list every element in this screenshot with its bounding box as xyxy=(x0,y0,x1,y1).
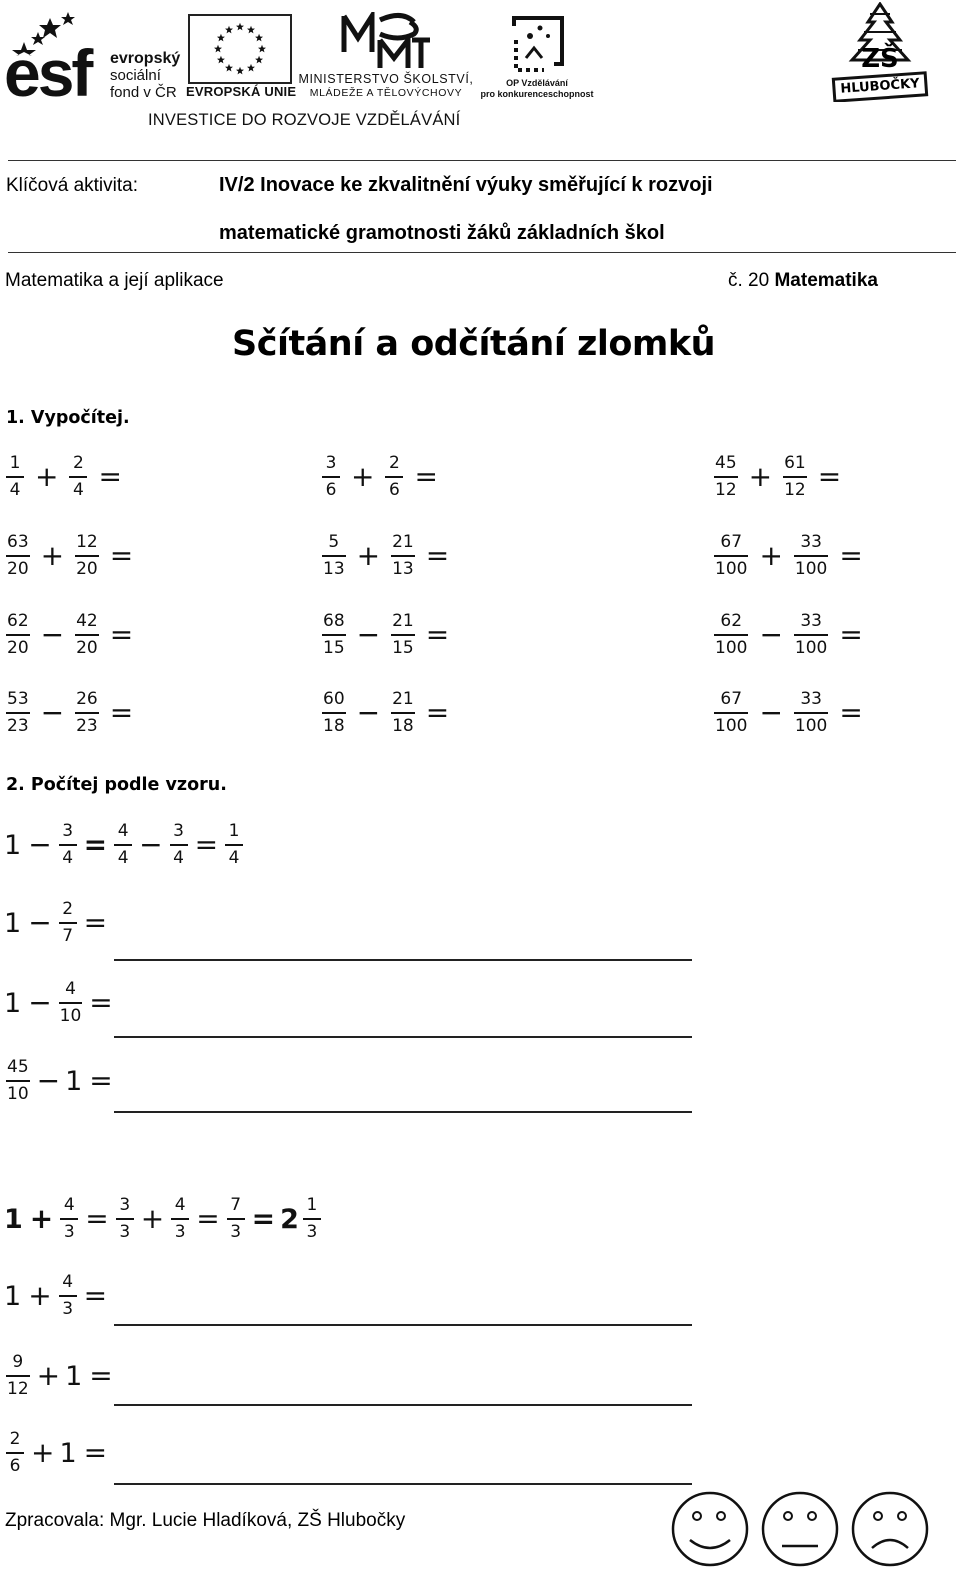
exercise xyxy=(320,454,447,500)
numerator: 4 xyxy=(62,1272,74,1292)
esf-caption-line: fond v ČR xyxy=(110,84,177,101)
numerator: 45 xyxy=(715,453,737,473)
fraction-bar xyxy=(75,634,99,636)
fraction-bar xyxy=(794,555,828,557)
math-operator: − xyxy=(356,696,381,729)
denominator: 12 xyxy=(7,1379,29,1399)
page-title: Sčítání a odčítání zlomků xyxy=(232,324,716,364)
numerator: 1 xyxy=(9,453,21,473)
whole-number: 1 xyxy=(4,829,22,861)
fraction xyxy=(391,690,415,736)
numerator: 26 xyxy=(76,689,98,709)
math-operator: = xyxy=(839,539,863,572)
numerator: 3 xyxy=(62,821,74,841)
denominator: 20 xyxy=(76,638,98,658)
math-operator: = xyxy=(83,828,108,861)
fraction xyxy=(6,1353,30,1399)
op-logo xyxy=(478,12,596,102)
eu-star xyxy=(247,26,255,34)
sheet-number-prefix: č. 20 xyxy=(728,270,770,291)
fraction xyxy=(303,1196,321,1242)
school-letters: ZŠ xyxy=(861,44,899,74)
eu-star xyxy=(225,64,233,72)
fraction-bar xyxy=(6,712,30,714)
exercise xyxy=(712,533,872,579)
denominator: 18 xyxy=(323,716,345,736)
answer-line[interactable] xyxy=(114,1404,692,1406)
divider xyxy=(8,160,956,161)
denominator: 23 xyxy=(7,716,29,736)
investice-slogan: INVESTICE DO ROZVOJE VZDĚLÁVÁNÍ xyxy=(148,111,461,129)
numerator: 21 xyxy=(392,532,414,552)
math-operator: = xyxy=(196,1202,220,1235)
eu-caption: EVROPSKÁ UNIE xyxy=(186,84,297,99)
esf-caption xyxy=(110,50,180,101)
numerator: 12 xyxy=(76,532,98,552)
math-operator: = xyxy=(194,828,219,861)
fraction xyxy=(714,454,738,500)
math-operator: = xyxy=(89,1359,113,1392)
math-operator: = xyxy=(414,460,438,493)
denominator: 4 xyxy=(117,848,129,868)
fraction-bar xyxy=(6,1452,24,1454)
sheet-number-subject: Matematika xyxy=(774,270,878,291)
math-operator: = xyxy=(98,460,122,493)
fraction xyxy=(116,1196,134,1242)
exercise xyxy=(712,690,872,736)
numerator: 3 xyxy=(173,821,184,841)
math-operator: = xyxy=(425,539,450,572)
math-operator: − xyxy=(759,618,783,651)
fraction xyxy=(714,612,748,658)
exercise xyxy=(320,690,458,736)
fraction-bar xyxy=(6,634,30,636)
denominator: 15 xyxy=(392,638,414,658)
worked-example xyxy=(4,822,245,868)
numerator: 21 xyxy=(392,611,414,631)
numerator: 21 xyxy=(392,689,414,709)
msmt-caption-line: MINISTERSTVO ŠKOLSTVÍ, xyxy=(298,72,474,86)
fraction xyxy=(794,690,828,736)
esf-wordmark: esf xyxy=(4,36,91,110)
denominator: 10 xyxy=(59,1006,82,1026)
numerator: 61 xyxy=(784,453,806,473)
fraction-bar xyxy=(794,634,828,636)
numerator: 62 xyxy=(720,611,743,631)
numerator: 3 xyxy=(119,1195,131,1215)
fraction-bar xyxy=(59,1002,83,1004)
numerator: 2 xyxy=(9,1429,21,1449)
fraction xyxy=(227,1196,245,1242)
fraction xyxy=(322,612,346,658)
fraction-bar xyxy=(322,712,346,714)
sad-face-icon[interactable] xyxy=(850,1490,930,1568)
denominator: 100 xyxy=(715,559,748,579)
exercise xyxy=(4,900,112,946)
math-operator: + xyxy=(351,460,375,493)
exercise xyxy=(712,612,872,658)
fraction-bar xyxy=(6,476,24,478)
denominator: 6 xyxy=(389,480,400,500)
msmt-logo xyxy=(296,12,476,102)
fraction-bar xyxy=(714,555,748,557)
fraction xyxy=(114,822,132,868)
numerator: 67 xyxy=(720,532,743,552)
activity-line2: matematické gramotnosti žáků základních škol xyxy=(219,222,665,244)
activity-label: Klíčová aktivita: xyxy=(6,175,138,196)
eu-flag xyxy=(188,14,292,84)
math-operator: − xyxy=(356,618,381,651)
task1-heading: 1. Vypočítej. xyxy=(6,408,130,428)
exercise xyxy=(320,533,458,579)
denominator: 3 xyxy=(62,1299,74,1319)
denominator: 23 xyxy=(76,716,98,736)
exercise xyxy=(4,533,142,579)
answer-line[interactable] xyxy=(114,959,692,961)
numerator: 3 xyxy=(325,453,337,473)
fraction-bar xyxy=(60,1218,78,1220)
math-operator: − xyxy=(40,696,65,729)
fraction xyxy=(391,533,415,579)
math-operator: = xyxy=(89,986,113,1019)
math-operator: + xyxy=(748,460,773,493)
denominator: 4 xyxy=(9,480,21,500)
math-operator: = xyxy=(85,1202,109,1235)
numerator: 4 xyxy=(63,1195,75,1215)
fraction xyxy=(59,1273,77,1319)
fraction-bar xyxy=(6,1375,30,1377)
fraction-bar xyxy=(794,712,828,714)
numerator: 2 xyxy=(389,453,400,473)
denominator: 13 xyxy=(323,559,345,579)
fraction-bar xyxy=(116,1218,134,1220)
fraction xyxy=(6,612,30,658)
fraction-bar xyxy=(391,555,415,557)
denominator: 7 xyxy=(62,926,74,946)
denominator: 13 xyxy=(392,559,414,579)
fraction-bar xyxy=(69,476,87,478)
numerator: 53 xyxy=(7,689,29,709)
numerator: 4 xyxy=(117,821,129,841)
fraction-bar xyxy=(75,555,99,557)
math-operator: = xyxy=(109,539,134,572)
fraction-bar xyxy=(391,712,415,714)
fraction-bar xyxy=(75,712,99,714)
fraction-bar xyxy=(171,1218,189,1220)
math-operator: − xyxy=(28,906,52,939)
fraction xyxy=(59,900,77,946)
fraction-bar xyxy=(714,712,748,714)
op-caption-line: OP Vzdělávání xyxy=(506,78,568,88)
math-operator: = xyxy=(839,696,863,729)
fraction xyxy=(75,690,99,736)
denominator: 18 xyxy=(392,716,414,736)
eu-star xyxy=(225,26,233,34)
worked-example xyxy=(4,1196,323,1242)
fraction xyxy=(6,533,30,579)
eu-star xyxy=(217,56,225,64)
divider xyxy=(8,252,956,253)
math-operator: − xyxy=(40,618,65,651)
math-operator: = xyxy=(83,906,108,939)
exercise xyxy=(712,454,850,500)
exercise xyxy=(4,1273,112,1319)
eu-star xyxy=(247,64,255,72)
math-operator: = xyxy=(83,1279,108,1312)
numerator: 33 xyxy=(800,689,822,709)
fraction xyxy=(75,612,99,658)
math-operator: = xyxy=(109,696,134,729)
fraction xyxy=(714,533,748,579)
fraction xyxy=(60,1196,78,1242)
esf-caption-line: sociální xyxy=(110,67,161,84)
math-operator: + xyxy=(29,1202,54,1235)
fraction-bar xyxy=(303,1218,321,1220)
numerator: 62 xyxy=(7,611,29,631)
fraction xyxy=(59,822,77,868)
fraction-bar xyxy=(714,476,738,478)
math-operator: = xyxy=(109,618,134,651)
task2-heading: 2. Počítej podle vzoru. xyxy=(6,775,227,795)
msmt-emblem-icon xyxy=(340,12,430,70)
op-caption xyxy=(478,78,596,100)
math-operator: = xyxy=(251,1202,276,1235)
happy-face-icon[interactable] xyxy=(670,1490,750,1568)
fraction-bar xyxy=(322,555,346,557)
fraction-bar xyxy=(322,634,346,636)
fraction-bar xyxy=(391,634,415,636)
eu-logo xyxy=(186,14,297,102)
numerator: 1 xyxy=(306,1195,318,1215)
math-operator: = xyxy=(83,1436,108,1469)
denominator: 3 xyxy=(63,1222,75,1242)
denominator: 20 xyxy=(76,559,98,579)
fraction-bar xyxy=(59,844,77,846)
whole-number: 1 xyxy=(4,1203,23,1235)
fraction xyxy=(6,454,24,500)
answer-line[interactable] xyxy=(114,1111,692,1113)
math-operator: + xyxy=(356,539,381,572)
fraction-bar xyxy=(6,1080,30,1082)
denominator: 3 xyxy=(174,1222,186,1242)
numerator: 5 xyxy=(328,532,340,552)
exercise xyxy=(4,980,118,1026)
school-name: HLUBOČKY xyxy=(839,76,921,97)
fraction-bar xyxy=(59,922,77,924)
numerator: 42 xyxy=(76,611,98,631)
math-operator: + xyxy=(140,1202,165,1235)
school-logo xyxy=(830,2,930,102)
numerator: 4 xyxy=(65,979,76,999)
fraction xyxy=(69,454,87,500)
fraction xyxy=(714,690,748,736)
fraction-bar xyxy=(783,476,807,478)
author-credit: Zpracovala: Mgr. Lucie Hladíková, ZŠ Hlubočky xyxy=(5,1510,406,1531)
math-operator: − xyxy=(759,696,783,729)
denominator: 4 xyxy=(228,848,240,868)
fraction xyxy=(170,822,188,868)
op-emblem-icon xyxy=(504,12,570,78)
numerator: 7 xyxy=(230,1195,242,1215)
denominator: 4 xyxy=(73,480,84,500)
activity-line1: IV/2 Inovace ke zkvalitnění výuky směřující k rozvoji xyxy=(219,174,713,196)
fraction-bar xyxy=(322,476,340,478)
msmt-caption-line: MLÁDEŽE A TĚLOVÝCHOVY xyxy=(309,87,463,99)
numerator: 4 xyxy=(174,1195,186,1215)
whole-number: 1 xyxy=(59,1437,77,1469)
numerator: 45 xyxy=(7,1057,29,1077)
math-operator: = xyxy=(817,460,842,493)
fraction xyxy=(6,1058,30,1104)
exercise xyxy=(320,612,458,658)
whole-number: 1 xyxy=(4,1280,22,1312)
denominator: 4 xyxy=(173,848,184,868)
exercise xyxy=(4,1058,118,1104)
math-operator: + xyxy=(40,539,65,572)
math-operator: − xyxy=(36,1064,61,1097)
exercise xyxy=(4,690,142,736)
fraction xyxy=(783,454,807,500)
exercise xyxy=(4,1353,118,1399)
numerator: 2 xyxy=(62,899,74,919)
denominator: 6 xyxy=(325,480,337,500)
denominator: 4 xyxy=(62,848,74,868)
whole-number: 1 xyxy=(4,987,22,1019)
eu-star xyxy=(236,23,244,31)
answer-line[interactable] xyxy=(114,1036,692,1038)
numerator: 67 xyxy=(720,689,743,709)
eu-star xyxy=(236,67,244,75)
denominator: 100 xyxy=(794,716,828,736)
math-operator: = xyxy=(425,696,450,729)
denominator: 12 xyxy=(784,480,806,500)
math-operator: = xyxy=(89,1064,113,1097)
fraction xyxy=(794,612,828,658)
answer-line[interactable] xyxy=(114,1324,692,1326)
math-operator: + xyxy=(35,460,59,493)
fraction xyxy=(322,690,346,736)
math-operator: + xyxy=(759,539,783,572)
numerator: 1 xyxy=(228,821,240,841)
whole-number: 1 xyxy=(65,1065,83,1097)
denominator: 100 xyxy=(794,559,828,579)
math-operator: − xyxy=(139,828,163,861)
fraction xyxy=(391,612,415,658)
esf-caption-line: evropský xyxy=(110,50,181,67)
eu-star xyxy=(255,56,263,64)
fraction xyxy=(75,533,99,579)
math-operator: = xyxy=(839,618,863,651)
fraction xyxy=(59,980,83,1026)
fraction xyxy=(385,454,403,500)
subject-label: Matematika a její aplikace xyxy=(5,270,224,291)
whole-number: 1 xyxy=(4,907,22,939)
denominator: 100 xyxy=(794,638,828,658)
fraction-bar xyxy=(170,844,188,846)
math-operator: − xyxy=(28,828,52,861)
fraction xyxy=(794,533,828,579)
fraction xyxy=(225,822,243,868)
msmt-caption xyxy=(296,72,476,100)
op-caption-line: pro konkurenceschopnost xyxy=(480,89,594,99)
eu-star xyxy=(258,45,266,53)
numerator: 63 xyxy=(7,532,29,552)
esf-logo xyxy=(4,12,184,110)
math-operator: − xyxy=(28,986,52,1019)
fraction xyxy=(6,1430,24,1476)
whole-number: 1 xyxy=(65,1360,83,1392)
fraction-bar xyxy=(59,1295,77,1297)
eu-star xyxy=(214,45,222,53)
numerator: 33 xyxy=(800,611,822,631)
denominator: 100 xyxy=(715,638,748,658)
math-operator: + xyxy=(31,1436,55,1469)
denominator: 100 xyxy=(715,716,748,736)
numerator: 2 xyxy=(73,453,84,473)
denominator: 10 xyxy=(7,1084,29,1104)
numerator: 60 xyxy=(323,689,345,709)
fraction-bar xyxy=(6,555,30,557)
denominator: 12 xyxy=(715,480,737,500)
denominator: 20 xyxy=(7,559,29,579)
denominator: 3 xyxy=(230,1222,242,1242)
fraction xyxy=(6,690,30,736)
numerator: 33 xyxy=(800,532,822,552)
fraction-bar xyxy=(385,476,403,478)
fraction xyxy=(322,533,346,579)
exercise xyxy=(4,612,142,658)
eu-star xyxy=(255,34,263,42)
fraction-bar xyxy=(227,1218,245,1220)
exercise xyxy=(4,1430,112,1476)
sheet-number xyxy=(728,270,878,292)
denominator: 6 xyxy=(9,1456,21,1476)
fraction-bar xyxy=(225,844,243,846)
eu-stars-icon xyxy=(190,16,290,82)
neutral-face-icon[interactable] xyxy=(760,1490,840,1568)
numerator: 68 xyxy=(323,611,345,631)
fraction xyxy=(322,454,340,500)
answer-line[interactable] xyxy=(114,1483,692,1485)
fraction xyxy=(171,1196,189,1242)
whole-number: 2 xyxy=(280,1203,299,1235)
math-operator: = xyxy=(425,618,450,651)
denominator: 3 xyxy=(306,1222,318,1242)
numerator: 9 xyxy=(12,1352,24,1372)
eu-star xyxy=(217,34,225,42)
denominator: 3 xyxy=(119,1222,131,1242)
fraction-bar xyxy=(114,844,132,846)
math-operator: + xyxy=(28,1279,52,1312)
denominator: 15 xyxy=(323,638,345,658)
math-operator: + xyxy=(36,1359,61,1392)
exercise xyxy=(4,454,131,500)
denominator: 20 xyxy=(7,638,29,658)
fraction-bar xyxy=(714,634,748,636)
